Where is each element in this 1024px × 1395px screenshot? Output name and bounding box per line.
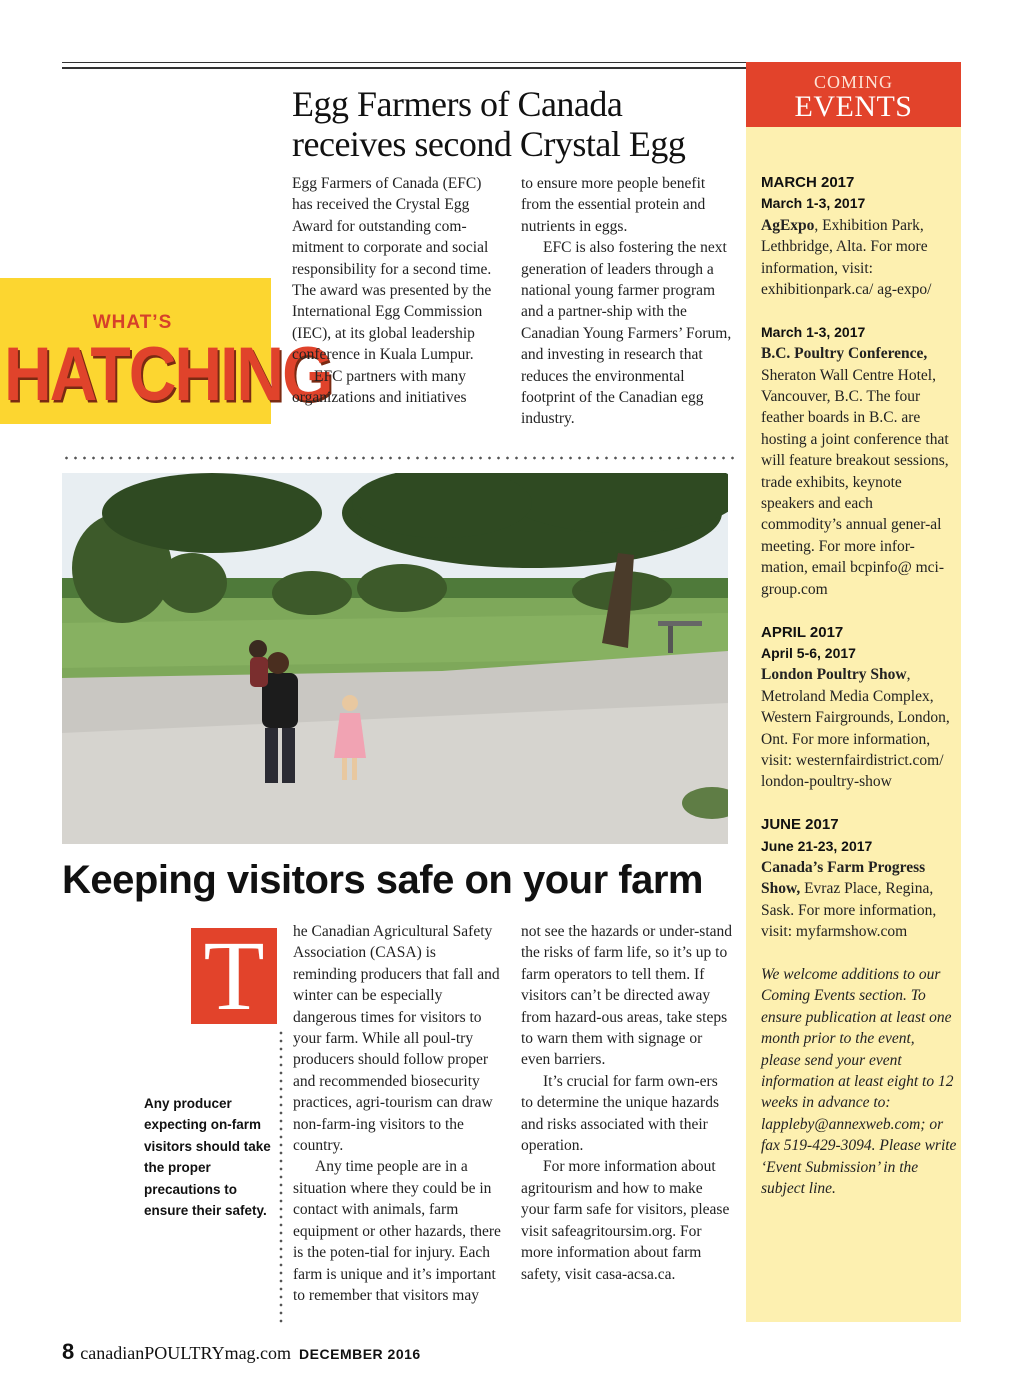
month-heading: APRIL 2017 [761,623,844,641]
submission-note: We welcome additions to our Coming Events section. To ensure publication at least one month prior to the event, please send your event information at least eight to 12 weeks in advance to: lappleby@annexweb.com; or fax 519-429-3094. Please write ‘Event Submission’ in the subject line. [761,965,957,1198]
dotted-divider [62,455,734,461]
sidebar-title-small: COMING [813,72,893,92]
top-rule [62,62,746,63]
event-name: Canada’s Farm Progress Show, [761,858,926,898]
top-rule-thick [62,67,746,69]
paragraph: For more information about agritourism and how to make your farm safe for visitors, please visit safeagritoursim.org. For more information about farm safety, visit casa-acsa.ca. [521,1158,730,1283]
farm-photo [62,473,728,844]
badge-big-text: HATCHING [4,331,332,417]
article2-column-1 [293,921,503,1306]
headline-line: Egg Farmers of Canada [292,84,623,124]
site-name: canadianPOULTRYmag.com [80,1343,292,1363]
month-heading: JUNE 2017 [761,816,839,834]
paragraph: Egg Farmers of Canada (EFC) has received the Crystal Egg Award for outstanding com-mitment to corporate and social responsibility for a second time. The award was presented by the International Egg Commission (IEC), at its global leadership conference in Kuala Lumpur. [292,175,492,364]
drop-cap: T [191,928,277,1024]
event-date: April 5-6, 2017 [761,644,856,661]
article2-headline: Keeping visitors safe on your farm [62,858,703,902]
article1-column-2 [521,173,733,430]
event-date: March 1-3, 2017 [761,195,866,212]
article1-column-1 [292,173,504,408]
paragraph: It’s crucial for farm own-ers to determine the unique hazards and risks associated with their operation. [521,1072,719,1155]
paragraph: EFC partners with many organizations and initiatives [292,367,467,407]
caption-dotted-divider [279,1029,283,1325]
event-date: March 1-3, 2017 [761,323,866,340]
article1-headline [292,84,742,164]
event-entry [761,857,957,943]
events-sidebar-header [746,62,961,127]
issue-month: DECEMBER 2016 [299,1346,421,1362]
page-number: 8 [62,1339,75,1364]
paragraph: Any time people are in a situation where they could be in contact with animals, farm equipment or other hazards, there is the poten-tial for injury. Each farm is unique and it’s important to remember that visitors may [293,1158,501,1304]
paragraph: he Canadian Agricultural Safety Association (CASA) is reminding producers that fall and winter can be especially dangerous times for visitors to your farm. While all poul-try producers should follow proper and recommended biosecurity practices, agri-tourism can draw non-farm-ing visitors to the country. [293,923,500,1155]
event-name: B.C. Poultry Conference, [761,345,928,363]
event-date: June 21-23, 2017 [761,837,873,854]
paragraph: not see the hazards or under-stand the risks of farm life, so it’s up to farm operators to tell them. If visitors can’t be directed away from hazard-ous areas, take steps to warn them with signage or even barriers. [521,923,733,1069]
event-entry [761,215,957,301]
event-details: Evraz Place, Regina, Sask. For more information, visit: myfarmshow.com [761,880,937,941]
month-heading: MARCH 2017 [761,174,855,191]
page-footer [62,1339,462,1365]
paragraph: EFC is also fostering the next generation of leaders through a national young farmer program and a partner-ship with the Canadian Young Farmers’ Forum, and investing in research that reduces the environmental footprint of the Canadian egg industry. [521,239,732,428]
events-list [761,172,957,1199]
pull-caption: Any producer expecting on-farm visitors should take the proper precautions to ensure their safety. [144,1096,271,1219]
farm-photo-illustration [62,473,728,844]
badge-small-text: WHAT’S [92,312,173,333]
sidebar-title-big: EVENTS [794,90,913,123]
event-entry [761,343,957,600]
event-details: Sheraton Wall Centre Hotel, Vancouver, B.C. The four feather boards in B.C. are hosting a joint conference that will feature breakout sessions, trade exhibits, keynote speakers and each commodity’s annual gener-al meeting. For more infor-mation, email bcpinfo@ mci-group.com [761,366,949,598]
event-entry [761,664,957,792]
event-details: , Metroland Media Complex, Western Fairgrounds, London, Ont. For more information, visit: westernfairdistrict.com/ london-poultry-show [761,666,950,791]
paragraph: to ensure more people benefit from the essential protein and nutrients in eggs. [521,175,706,235]
event-name: AgExpo [761,216,815,234]
event-name: London Poultry Show [761,666,907,684]
headline-line: receives second Crystal Egg [292,124,686,164]
article2-column-2 [521,921,733,1285]
event-details: , Exhibition Park, Lethbridge, Alta. For more information, visit: exhibitionpark.ca/ ag-expo/ [761,216,932,299]
